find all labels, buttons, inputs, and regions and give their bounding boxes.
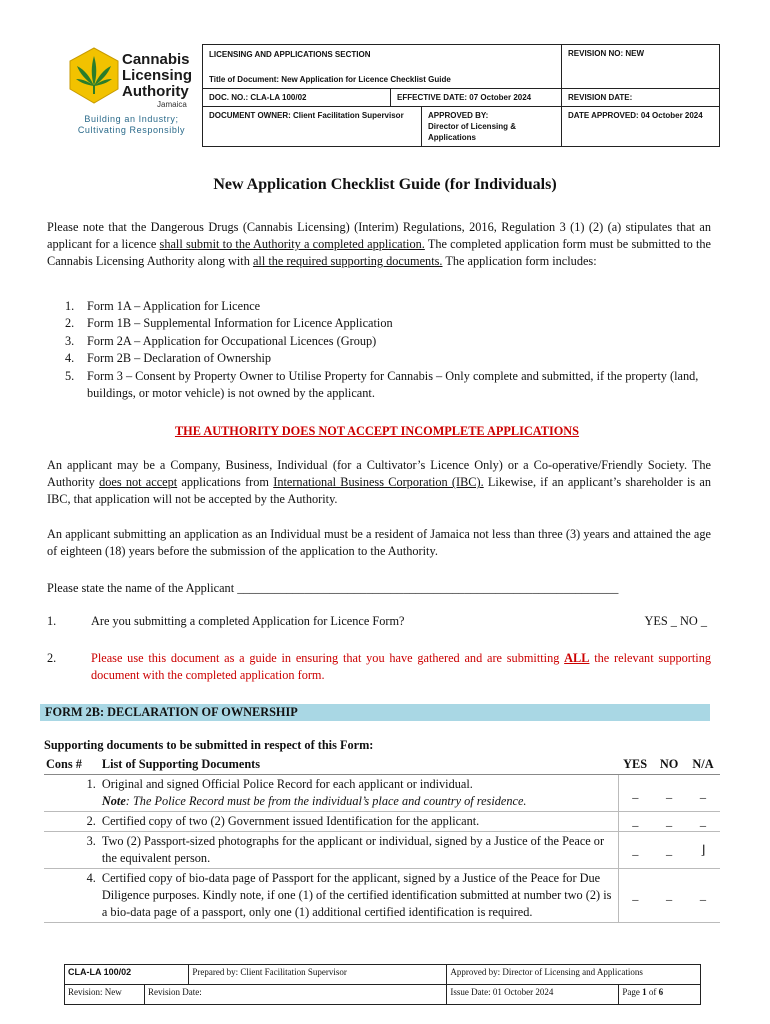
guide-instruction: Please use this document as a guide in ensuring that you have gathered and are submitting ALL the relevant supporting document with the completed application form. [91, 651, 711, 683]
question-number: 2. [47, 651, 57, 665]
supporting-documents-heading: Supporting documents to be submitted in respect of this Form: [44, 738, 374, 752]
list-item: 2. Form 1B – Supplemental Information for Licence Application [65, 316, 393, 331]
na-checkbox[interactable]: _ [686, 775, 720, 812]
list-item: 5. Form 3 – Consent by Property Owner to Utilise Property for Cannabis – Only complete and submitted, if the property (land, buildings, or motor vehicle) is not owned by the applicant. [65, 368, 699, 401]
footer-doc-no: CLA-LA 100/02 [65, 965, 189, 985]
doc-no-cell: DOC. NO.: CLA-LA 100/02 [203, 89, 391, 107]
table-row: 1. Original and signed Official Police Record for each applicant or individual. Note: The Police Record must be from the individual’s place and country of residence. _ _ _ [44, 775, 720, 812]
revision-no-cell: REVISION NO: NEW [562, 45, 720, 89]
page-title: New Application Checklist Guide (for Individuals) [213, 176, 557, 193]
page-footer [64, 964, 701, 1005]
footer-revision: Revision: New [65, 985, 145, 1005]
footer-issue-date: Issue Date: 01 October 2024 [447, 985, 619, 1005]
no-checkbox[interactable]: _ [652, 812, 686, 832]
document-control-table [202, 44, 720, 147]
na-checkbox[interactable]: _ [686, 869, 720, 923]
applicant-name-field[interactable]: Please state the name of the Applicant ______________________________________________________________ [47, 581, 619, 595]
incomplete-warning: THE AUTHORITY DOES NOT ACCEPT INCOMPLETE APPLICATIONS [174, 424, 580, 438]
table-header-row: Cons # List of Supporting Documents YES NO N/A [44, 755, 720, 775]
no-checkbox[interactable]: _ [652, 775, 686, 812]
section-cell: LICENSING AND APPLICATIONS SECTION Title of Document: New Application for Licence Checklist Guide [203, 45, 562, 89]
form-section-heading: FORM 2B: DECLARATION OF OWNERSHIP [40, 704, 710, 721]
cannabis-leaf-icon [66, 46, 122, 106]
footer-prepared-by: Prepared by: Client Facilitation Supervisor [189, 965, 447, 985]
residency-paragraph: An applicant submitting an application as an Individual must be a resident of Jamaica not less than three (3) years and attained the age of eighteen (18) years before the submission of the application to the Authority. [47, 527, 711, 559]
table-row: 3. Two (2) Passport-sized photographs for the applicant or individual, signed by a Justice of the Peace or the equivalent person. _ _ ⌋ [44, 832, 720, 869]
effective-date-cell: EFFECTIVE DATE: 07 October 2024 [391, 89, 562, 107]
intro-paragraph: Please note that the Dangerous Drugs (Cannabis Licensing) (Interim) Regulations, 2016, Regulation 3 (1) (2) (a) stipulates that an applicant for a licence shall submit to the Authority a completed application. The completed application form must be submitted to the Cannabis Licensing Authority along with all the required supporting documents. The application form includes: [47, 220, 711, 269]
footer-revision-date: Revision Date: [145, 985, 447, 1005]
list-item: 3. Form 2A – Application for Occupational Licences (Group) [65, 333, 377, 348]
list-item: 4. Form 2B – Declaration of Ownership [65, 351, 272, 366]
logo-country: Jamaica [157, 100, 187, 109]
yes-checkbox[interactable]: _ [618, 812, 652, 832]
yes-checkbox[interactable]: _ [618, 775, 652, 812]
yes-checkbox[interactable]: _ [618, 869, 652, 923]
revision-date-cell: REVISION DATE: [562, 89, 720, 107]
date-approved-cell: DATE APPROVED: 04 October 2024 [562, 107, 720, 147]
footer-page-number: Page 1 of 6 [619, 985, 701, 1005]
supporting-documents-table [44, 755, 720, 923]
no-checkbox[interactable]: _ [652, 832, 686, 869]
na-checkbox[interactable]: ⌋ [686, 832, 720, 869]
question-text: Are you submitting a completed Application for Licence Form? [91, 614, 405, 628]
footer-approved-by: Approved by: Director of Licensing and Applications [447, 965, 701, 985]
document-owner-cell: DOCUMENT OWNER: Client Facilitation Supervisor [203, 107, 422, 147]
yes-checkbox[interactable]: _ [618, 832, 652, 869]
yes-no-checkboxes[interactable]: YES _ NO _ [644, 614, 707, 628]
application-forms-list [47, 298, 711, 402]
table-row: 4. Certified copy of bio-data page of Passport for the applicant, signed by a Justice of the Peace for Due Diligence purposes. Kindly note, if one (1) of the certified identification submitted at number two (2) is a bio-data page of a passport, only one (1) additional certified identification is required. _ _ _ [44, 869, 720, 923]
approved-by-cell: APPROVED BY: Director of Licensing & Applications [422, 107, 562, 147]
table-row: 2. Certified copy of two (2) Government issued Identification for the applicant. _ _ _ [44, 812, 720, 832]
list-item: 1. Form 1A – Application for Licence [65, 299, 261, 313]
no-checkbox[interactable]: _ [652, 869, 686, 923]
question-number: 1. [47, 614, 57, 628]
applicant-types-paragraph: An applicant may be a Company, Business, Individual (for a Cultivator’s Licence Only) or a Co-operative/Friendly Society. The Authority does not accept applications from International Business Corporation (IBC). Likewise, if an applicant’s shareholder is an IBC, that application will not be accepted by the Authority. [47, 458, 712, 507]
na-checkbox[interactable]: _ [686, 812, 720, 832]
logo-tagline: Building an Industry; Cultivating Responsibly [77, 114, 186, 135]
cla-logo [64, 44, 204, 139]
logo-wordmark: Cannabis Licensing Authority [122, 51, 193, 100]
